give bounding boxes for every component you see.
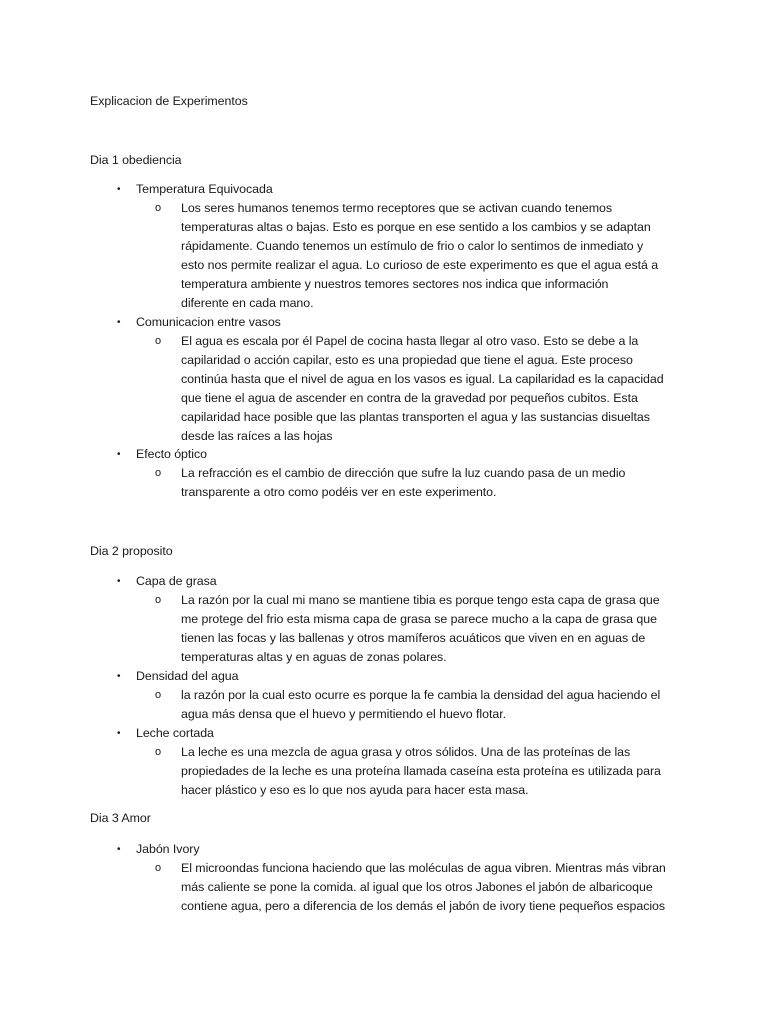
explanation-line: temperatura ambiente y nuestros temores sectores nos indica que información xyxy=(181,277,609,291)
explanation-item xyxy=(155,591,695,667)
explanation-line: temperaturas altas o bajas. Esto es porque en ese sentido a los cambios y se adaptan xyxy=(181,220,651,234)
explanation-line: que tiene el agua de ascender en contra de la gravedad por pequeños cubitos. Esta xyxy=(181,391,638,405)
explanation-item xyxy=(155,743,695,800)
explanation-item xyxy=(155,332,695,446)
bullet-icon: • xyxy=(117,184,121,195)
topic-label: Jabón Ivory xyxy=(136,842,200,856)
explanation-line: agua más densa que el huevo y permitiendo el huevo flotar. xyxy=(181,707,506,721)
sub-bullet-icon: o xyxy=(155,335,162,347)
explanation-line: diferente en cada mano. xyxy=(181,296,314,310)
explanation-item xyxy=(155,859,695,916)
explanation-line: transparente a otro como podéis ver en este experimento. xyxy=(181,485,497,499)
bullet-icon: • xyxy=(117,576,121,587)
explanation-line: desde las raíces a las hojas xyxy=(181,429,333,443)
sub-bullet-icon: o xyxy=(155,202,162,214)
topic-label: Temperatura Equivocada xyxy=(136,182,273,196)
sub-bullet-icon: o xyxy=(155,862,162,874)
topic-label: Efecto óptico xyxy=(136,447,207,461)
explanation-line: Los seres humanos tenemos termo receptores que se activan cuando tenemos xyxy=(181,201,613,215)
explanation-line: capilaridad o acción capilar, esto es una propiedad que tiene el agua. Este proceso xyxy=(181,353,633,367)
explanation-line: El microondas funciona haciendo que las moléculas de agua vibren. Mientras más vibran xyxy=(181,861,666,875)
day-heading-3: Dia 3 Amor xyxy=(90,811,151,825)
explanation-line: propiedades de la leche es una proteína llamada caseína esta proteína es utilizada para xyxy=(181,764,661,778)
sub-bullet-icon: o xyxy=(155,594,162,606)
explanation-line: La razón por la cual mi mano se mantiene tibia es porque tengo esta capa de grasa que xyxy=(181,593,660,607)
explanation-item xyxy=(155,686,695,724)
bullet-icon: • xyxy=(117,671,121,682)
bullet-icon: • xyxy=(117,317,121,328)
explanation-line: continúa hasta que el nivel de agua en los vasos es igual. La capilaridad es la capacidad xyxy=(181,372,664,386)
explanation-line: me protege del frio esta misma capa de grasa se parece mucho a la capa de grasa que xyxy=(181,612,657,626)
explanation-line: El agua es escala por él Papel de cocina hasta llegar al otro vaso. Esto se debe a la xyxy=(181,334,639,348)
day-heading-2: Dia 2 proposito xyxy=(90,544,173,558)
topic-label: Capa de grasa xyxy=(136,574,217,588)
topic-label: Densidad del agua xyxy=(136,669,239,683)
document-title: Explicacion de Experimentos xyxy=(90,94,248,108)
explanation-line: tienen las focas y las ballenas y otros mamíferos acuáticos que viven en en aguas de xyxy=(181,631,646,645)
sub-bullet-icon: o xyxy=(155,746,162,758)
bullet-icon: • xyxy=(117,728,121,739)
topic-label: Comunicacion entre vasos xyxy=(136,315,281,329)
explanation-line: La leche es una mezcla de agua grasa y otros sólidos. Una de las proteínas de las xyxy=(181,745,631,759)
bullet-icon: • xyxy=(117,449,121,460)
explanation-line: contiene agua, pero a diferencia de los demás el jabón de ivory tiene pequeños espacios xyxy=(181,899,666,913)
explanation-line: rápidamente. Cuando tenemos un estímulo de frio o calor lo sentimos de inmediato y xyxy=(181,239,644,253)
explanation-line: la razón por la cual esto ocurre es porque la fe cambia la densidad del agua haciendo el xyxy=(181,688,661,702)
bullet-icon: • xyxy=(117,844,121,855)
day-heading-1: Dia 1 obediencia xyxy=(90,153,182,167)
explanation-item xyxy=(155,464,695,502)
sub-bullet-icon: o xyxy=(155,689,162,701)
topic-label: Leche cortada xyxy=(136,726,214,740)
explanation-line: esto nos permite realizar el agua. Lo curioso de este experimento es que el agua está a xyxy=(181,258,659,272)
sub-bullet-icon: o xyxy=(155,467,162,479)
explanation-line: capilaridad hace posible que las plantas transporten el agua y las sustancias disueltas xyxy=(181,410,650,424)
explanation-line: hacer plástico y eso es lo que nos ayuda para hacer esta masa. xyxy=(181,783,529,797)
explanation-line: La refracción es el cambio de dirección que sufre la luz cuando pasa de un medio xyxy=(181,466,626,480)
explanation-line: temperaturas altas y en aguas de zonas polares. xyxy=(181,650,447,664)
explanation-line: más caliente se pone la comida. al igual que los otros Jabones el jabón de albaricoque xyxy=(181,880,653,894)
explanation-item xyxy=(155,199,695,313)
